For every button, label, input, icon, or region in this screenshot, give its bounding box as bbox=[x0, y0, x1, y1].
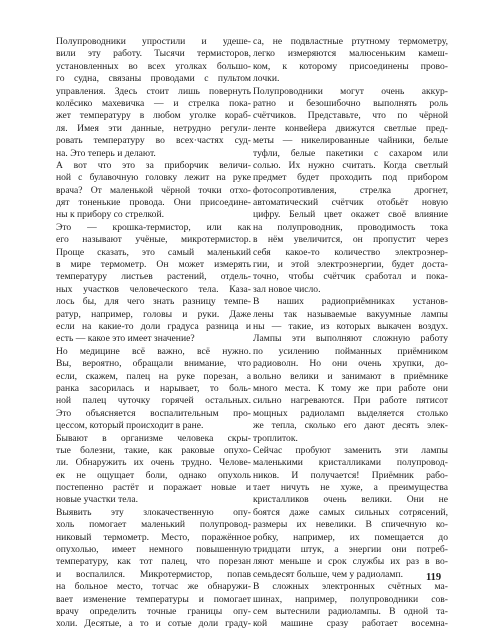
text-line: на. Это теперь и делают. bbox=[56, 147, 156, 159]
text-line: А вот что это за приборчик величи- bbox=[56, 159, 251, 171]
text-line: жет температуру в любом уголке кораб- bbox=[56, 110, 251, 122]
text-line: никовый термометр. Место, поражённое bbox=[56, 531, 251, 543]
text-line: холи. Десятые, а то и сотые доли граду- bbox=[56, 618, 251, 630]
text-line: дят тоненькие провода. Они присоедине- bbox=[56, 197, 251, 209]
text-line: постепенно растёт и поражает новые и bbox=[56, 482, 251, 494]
text-line: врачу определить точные границы опу- bbox=[56, 605, 251, 617]
text-line: са, не подвластные ртутному термометру, bbox=[253, 36, 448, 47]
text-line: ников. И получается! Приёмник рабо- bbox=[253, 469, 448, 481]
text-line: радиоволн. Но они очень хрупки, до- bbox=[253, 358, 448, 370]
text-line: его называют учёные, микротермистор. bbox=[56, 234, 251, 246]
text-line: на полупроводник, проводимость тока bbox=[253, 221, 448, 233]
text-line: предмет будет проходить под прибором bbox=[253, 172, 448, 184]
text-line: размеры их невелики. В спичечную ко- bbox=[253, 519, 448, 531]
text-line: холь помогает маленький полупровод- bbox=[56, 519, 251, 531]
text-line: В наших радиоприёмниках установ- bbox=[253, 296, 448, 308]
text-line: опухолью, имеет немного повышенную bbox=[56, 544, 251, 556]
text-line: сильно нагреваются. При работе пятисот bbox=[253, 395, 448, 407]
text-line: ратно и безошибочно выполнять роль bbox=[253, 97, 448, 109]
text-line: мощных радиоламп выделяется столько bbox=[253, 407, 448, 419]
text-line: Это — крошка-термистор, или как bbox=[56, 221, 251, 233]
text-line: ной с булавочную головку лежит на руке bbox=[56, 172, 251, 184]
text-line: Сейчас пробуют заменить эти лампы bbox=[253, 444, 448, 456]
text-line: счётчиков. Представьте, что по чёрной bbox=[253, 110, 448, 122]
text-line: вили эту работу. Тысячи термисторов, bbox=[56, 48, 251, 60]
text-line: ленте конвейера движутся светлые пред- bbox=[253, 122, 448, 134]
text-line: меты — никелированные чайники, белые bbox=[253, 135, 448, 147]
text-line: ком, к которому присоединены прово- bbox=[253, 60, 448, 72]
text-line: себя какое-то количество электроэнер- bbox=[253, 246, 448, 258]
text-line: же тепла, сколько его дают десять элек- bbox=[253, 420, 448, 432]
text-line: тает ничуть не хуже, а преимущества bbox=[253, 482, 448, 494]
text-line: Полупроводники могут очень аккур- bbox=[253, 85, 448, 97]
text-line: Лампы эти выполняют сложную работу bbox=[253, 333, 448, 345]
text-line: фотосопротивления, стрелка дрогнет, bbox=[253, 184, 448, 196]
text-line: Проще сказать, это самый маленький bbox=[56, 246, 251, 258]
left-column bbox=[56, 36, 251, 631]
text-line: го судна, связаны проводами с пультом bbox=[56, 73, 251, 85]
text-line: установленных во всех уголках большо- bbox=[56, 60, 251, 72]
text-line: тые болезни, такие, как раковые опухо- bbox=[56, 444, 251, 456]
text-line: Выявить эту злокачественную опу- bbox=[56, 506, 251, 518]
text-line: туфли, белые пакетики с сахаром или bbox=[253, 147, 448, 159]
text-line: ны — такие, из которых выкачен воздух. bbox=[253, 320, 448, 332]
text-line: и воспалился. Микротермистор, попав bbox=[56, 568, 251, 580]
text-line: маленькими кристалликами полупровод- bbox=[253, 457, 448, 469]
text-line: зал новое число. bbox=[253, 283, 321, 295]
text-line: ровать температуру во всех·частях суд- bbox=[56, 135, 251, 147]
text-line: Бывают в организме человека скры- bbox=[56, 432, 251, 444]
text-line: ной палец чуточку горячей остальных. bbox=[56, 395, 251, 407]
text-line: ля. Имея эти данные, нетрудно регули- bbox=[56, 122, 251, 134]
text-line: солью. Их нужно считать. Когда светлый bbox=[253, 159, 448, 171]
text-line: шинах, например, полупроводники сов- bbox=[253, 593, 448, 605]
text-line: вает изменение температуры и помогает bbox=[56, 593, 251, 605]
text-line: вольно велики и занимают в приёмнике bbox=[253, 370, 448, 382]
text-line: боятся даже самых сильных сотрясений, bbox=[253, 506, 448, 518]
text-line: колёсико махевичка — и стрелка пока- bbox=[56, 97, 251, 109]
text-line: семьдесят больше, чем у радиоламп. bbox=[253, 568, 404, 580]
text-line: по усилению пойманных приёмником bbox=[253, 345, 448, 357]
text-line: цифру. Белый цвет окажет своё влияние bbox=[253, 209, 448, 221]
text-line: лены так называемые вакуумные лампы bbox=[253, 308, 448, 320]
text-line: есть — какое это имеет значение? bbox=[56, 333, 195, 345]
text-line: ранка засорилась и нарывает, то боль- bbox=[56, 382, 251, 394]
text-line: Вы, вероятно, обращали внимание, что bbox=[56, 358, 251, 370]
text-line: врача? От маленькой чёрной точки отхо- bbox=[56, 184, 251, 196]
page-number: 119 bbox=[426, 572, 442, 583]
text-line: ек не ощущает боли, однако опухоль bbox=[56, 469, 251, 481]
text-line: если, скажем, палец на руке порезан, а bbox=[56, 370, 251, 382]
text-line: ляют меньше и срок службы их раз в во- bbox=[253, 556, 448, 568]
text-line: управления. Здесь стоит лишь повернуть bbox=[56, 85, 251, 97]
text-line: температуру листьев растений, отдель- bbox=[56, 271, 251, 283]
text-line: Полупроводники упростили и удеше- bbox=[56, 36, 251, 47]
text-line: лочки. bbox=[253, 73, 280, 85]
text-line: ли. Обнаружить их очень трудно. Челове- bbox=[56, 457, 251, 469]
text-line: автоматический счётчик отобьёт новую bbox=[253, 197, 448, 209]
text-line: кристалликов очень велики. Они не bbox=[253, 494, 448, 506]
text-line: лось бы, для чего знать разницу темпе- bbox=[56, 296, 251, 308]
text-line: в нём увеличится, он пропустит через bbox=[253, 234, 448, 246]
text-line: робку, например, их помещается до bbox=[253, 531, 448, 543]
right-column bbox=[253, 36, 448, 631]
text-line: новые участки тела. bbox=[56, 494, 138, 506]
text-line: ны к прибору со стрелкой. bbox=[56, 209, 165, 221]
text-line: В сложных электронных счётных ма- bbox=[253, 581, 448, 593]
text-line: сем вытеснили радиолампы. В одной та- bbox=[253, 605, 448, 617]
text-line: точно, чтобы счётчик сработал и пока- bbox=[253, 271, 448, 283]
text-line: гии, и этой электроэнергии, будет доста- bbox=[253, 259, 448, 271]
text-line: кой машине сразу работает восемна- bbox=[253, 618, 448, 630]
text-line: легко измеряются малюсеньким камеш- bbox=[253, 48, 448, 60]
text-line: цессом, который происходит в ране. bbox=[56, 420, 204, 432]
text-line: на больное место, тотчас же обнаружи- bbox=[56, 581, 251, 593]
text-line: Но медицине всё важно, всё нужно. bbox=[56, 345, 251, 357]
text-line: температуру, как тот палец, что порезан bbox=[56, 556, 251, 568]
text-line: ратур, например, головы и руки. Даже bbox=[56, 308, 251, 320]
text-line: троплиток. bbox=[253, 432, 298, 444]
text-line: в мире термометр. Он может измерять bbox=[56, 259, 251, 271]
text-line: если на какие-то доли градуса разница и bbox=[56, 320, 251, 332]
text-line: Это объясняется воспалительным про- bbox=[56, 407, 251, 419]
text-line: тридцати штук, а энергии они потреб- bbox=[253, 544, 448, 556]
text-line: ных участков человеческого тела. Каза- bbox=[56, 283, 251, 295]
text-line: много места. К тому же при работе они bbox=[253, 382, 448, 394]
